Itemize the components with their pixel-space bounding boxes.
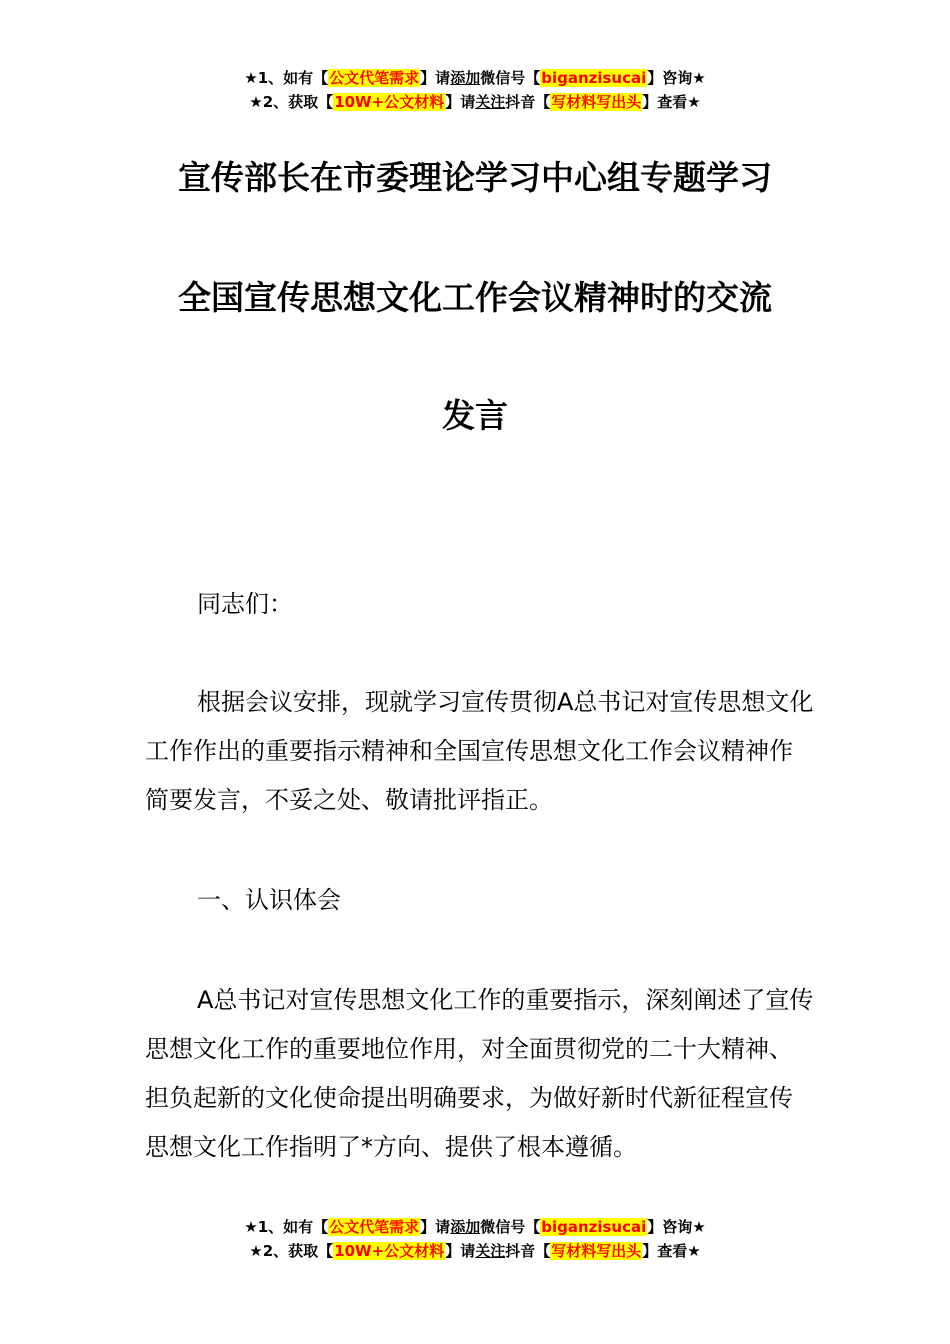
- header-banner: [0, 66, 950, 114]
- document-title-line-2: 全国宣传思想文化工作会议精神时的交流: [178, 278, 772, 317]
- footer-banner: [0, 1215, 950, 1263]
- banner-highlight: 写材料写出头: [551, 1242, 642, 1260]
- banner-highlight: 10W+公文材料: [334, 93, 445, 111]
- banner-highlight: 写材料写出头: [551, 93, 642, 111]
- document-title-line-3: 发言: [442, 396, 508, 435]
- banner-wechat-id: biganzisucai: [541, 1218, 647, 1236]
- banner-wechat-id: biganzisucai: [541, 69, 647, 87]
- paragraph-intro: 根据会议安排，现就学习宣传贯彻A总书记对宣传思想文化工作作出的重要指示精神和全国宣传思想文化工作会议精神作简要发言，不妥之处、敬请批评指正。: [145, 688, 814, 814]
- banner-line-1: ★1、如有【公文代笔需求】请添加微信号【biganzisucai】咨询★: [244, 69, 706, 87]
- banner-line-2: ★2、获取【10W+公文材料】请关注抖音【写材料写出头】查看★: [249, 93, 701, 111]
- section-heading: 一、认识体会: [197, 886, 341, 914]
- banner-highlight: 公文代笔需求: [329, 1218, 420, 1236]
- banner-line-2: ★2、获取【10W+公文材料】请关注抖音【写材料写出头】查看★: [249, 1242, 701, 1260]
- document-title-line-1: 宣传部长在市委理论学习中心组专题学习: [178, 158, 772, 197]
- banner-highlight: 10W+公文材料: [334, 1242, 445, 1260]
- greeting: 同志们：: [197, 590, 293, 618]
- banner-highlight: 公文代笔需求: [329, 69, 420, 87]
- paragraph-understanding: A总书记对宣传思想文化工作的重要指示，深刻阐述了宣传思想文化工作的重要地位作用，对全面贯彻党的二十大精神、担负起新的文化使命提出明确要求，为做好新时代新征程宣传思想文化工作指明了*方向、提供了根本遵循。: [145, 986, 814, 1161]
- banner-line-1: ★1、如有【公文代笔需求】请添加微信号【biganzisucai】咨询★: [244, 1218, 706, 1236]
